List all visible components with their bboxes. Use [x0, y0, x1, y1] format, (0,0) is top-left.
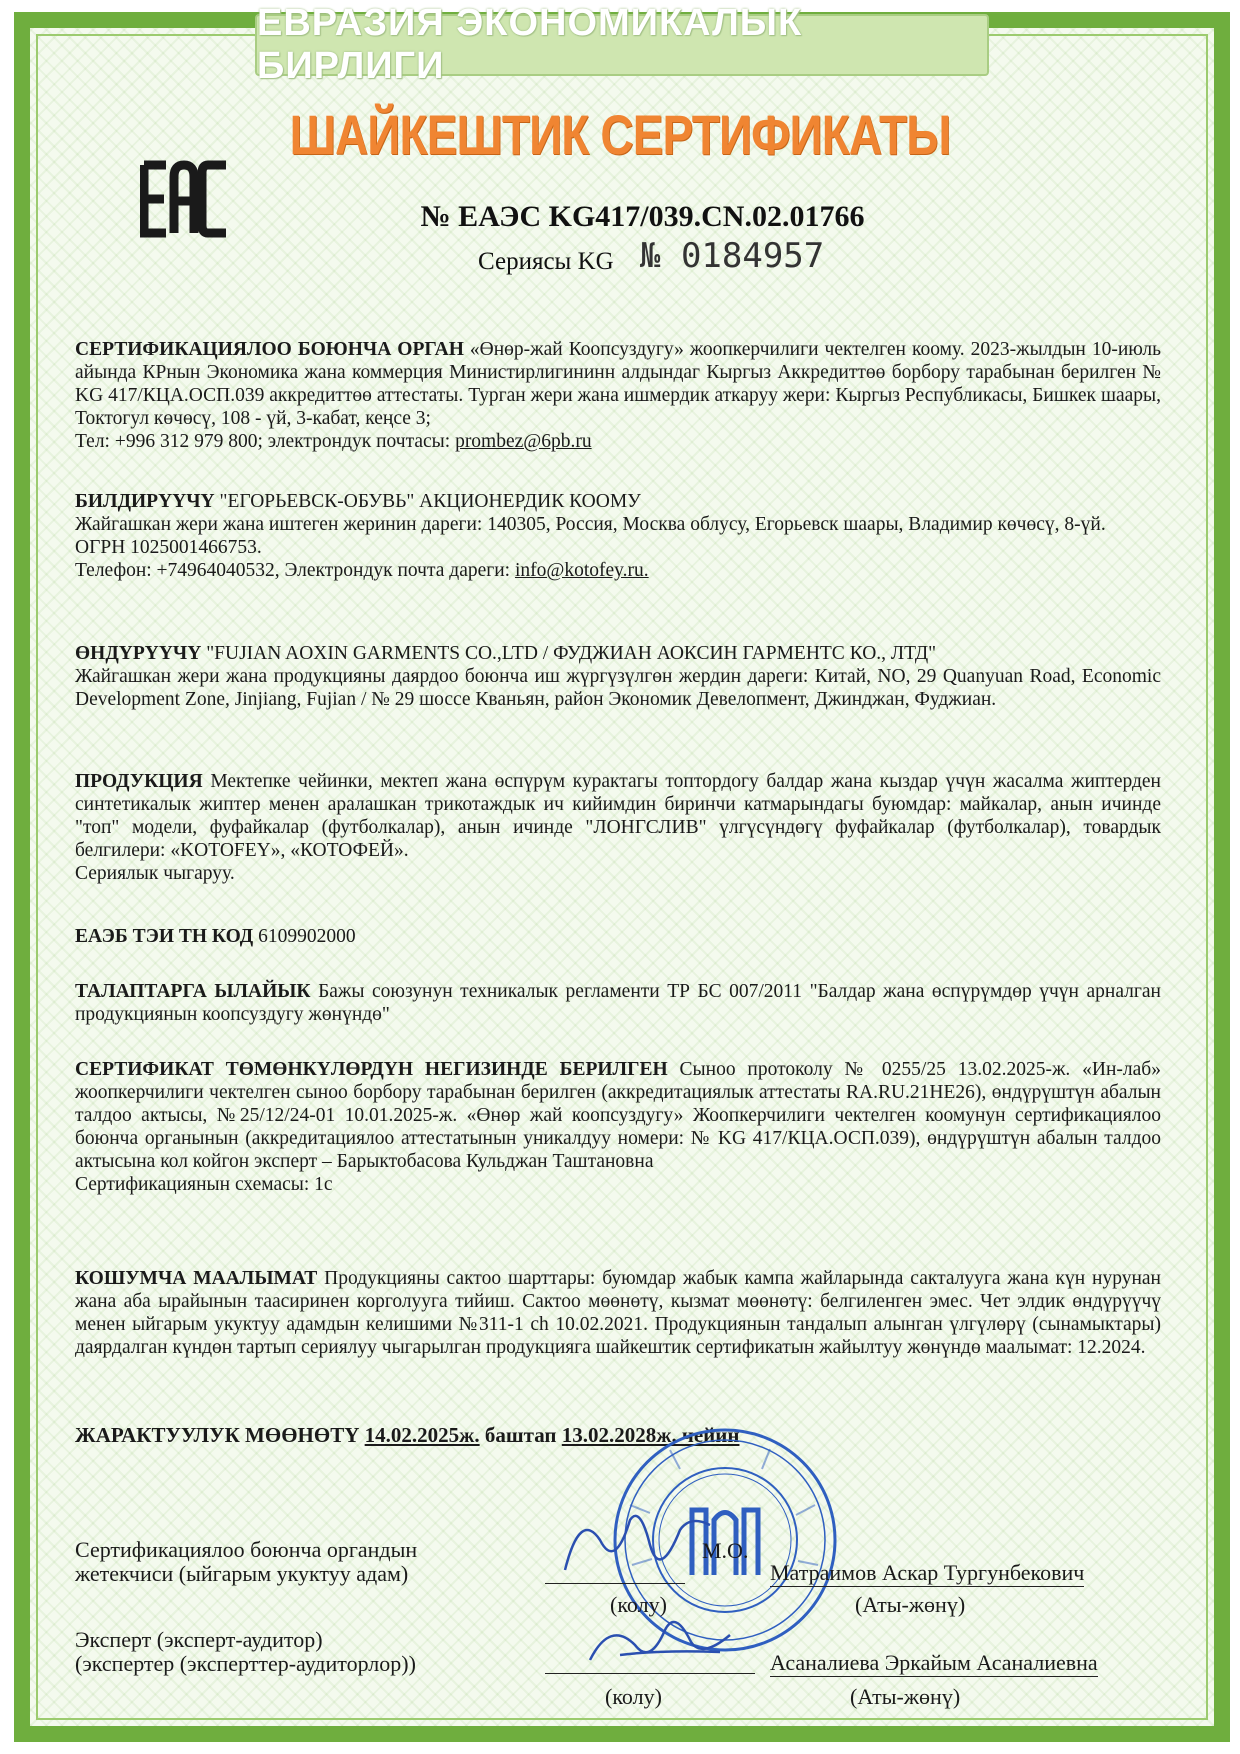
validity-to: 13.02.2028ж. чейин: [561, 1423, 740, 1447]
expert-signature-line: [545, 1673, 755, 1674]
validity-middle: баштап: [484, 1423, 557, 1447]
certificate-number: № ЕАЭС KG417/039.CN.02.01766: [420, 200, 865, 233]
additional-text: Продукцияны сактоо шарттары: буюмдар жабык кампа жайларында сакталууга жана күн нурунан жана аба ырайынын таасиринен корголууга тийиш. Сактоо мөөнөтү, кызмат мөөнөтү: белгиленген эмес. Чет элдик өндүрүүчү менен ыйгарым укуктуу адамдын келишими №311-1 ch 10.02.2021. Продукциянын тандалып алынган үлгүлөрү (сынамыктары) даярдалган күндөн тартып сериялуу чыгарылган продукцияга шайкештик сертификатын жайылтуу жөнүндө маалымат: 12.2024.: [75, 1268, 1161, 1358]
organ-contacts: Тел: +996 312 979 800; электрондук почтасы:: [75, 431, 456, 452]
head-title: [75, 1538, 417, 1586]
manufacturer-name: "FUJIAN AOXIN GARMENTS CO.,LTD / ФУДЖИАН АОКСИН ГАРМЕНТС КО., ЛТД": [201, 643, 937, 664]
validity-label: ЖАРАКТУУЛУК МӨӨНӨТҮ: [75, 1423, 360, 1447]
head-title-line2: жетекчиси (ыйгарым укуктуу адам): [75, 1561, 409, 1586]
expert-name-caption: (Аты-жөнү): [850, 1684, 961, 1709]
basis-label: СЕРТИФИКАТ ТӨМӨНКҮЛӨРДҮН НЕГИЗИНДЕ БЕРИЛГЕН: [75, 1059, 668, 1080]
organ-label: СЕРТИФИКАЦИЯЛОО БОЮНЧА ОРГАН: [75, 339, 464, 360]
product-label: ПРОДУКЦИЯ: [75, 771, 203, 792]
head-signature-line: [545, 1583, 685, 1584]
code-value: 6109902000: [253, 926, 356, 947]
basis-scheme: Сертификациянын схемасы: 1с: [75, 1174, 333, 1195]
head-name-caption: (Аты-жөнү): [855, 1592, 966, 1617]
applicant-ogrn: ОГРН 1025001466753.: [75, 537, 262, 558]
additional-label: КОШУМЧА МААЛЫМАТ: [75, 1268, 318, 1289]
organ-text: «Өнөр-жай Коопсуздугу» жоопкерчилиги чектелген коому. 2023-жылдын 10-июль айында КРнын Экономика жана коммерция Министирлигининн алдындаг Кыргыз Аккредиттөө борбору тарабынан берилген № KG 417/КЦА.ОСП.039 аккредиттөө аттестаты. Турган жери жана ишмердик аткаруу жери: Кыргыз Республикасы, Бишкек шаары, Токтогул көчөсү, 108 - үй, 3-кабат, кеңсе 3;: [75, 339, 1162, 429]
applicant-phone: Телефон: +74964040532, Электрондук почта дареги:: [75, 560, 515, 581]
stamp-label: М.О.: [702, 1538, 749, 1563]
head-signature-icon: [560, 1500, 720, 1590]
expert-title-line2: (экспертер (эксперттер-аудиторлор)): [75, 1651, 416, 1676]
code-section: [75, 925, 1161, 948]
additional-info-section: [75, 1267, 1161, 1359]
expert-name: Асаналиева Эркайым Асаналиевна: [770, 1650, 1098, 1675]
union-banner-text: ЕВРАЗИЯ ЭКОНОМИКАЛЫК БИРЛИГИ: [257, 2, 803, 87]
series-label: Сериясы KG: [478, 248, 614, 275]
series-number: № 0184957: [640, 236, 825, 276]
product-text: Мектепке чейинки, мектеп жана өспүрүм курактагы топтордогу балдар жана кыздар үчүн жасалма жиптерден синтетикалык жиптер менен аралашкан трикотаждык ич кийимдин биринчи катмарындагы буюмдар: майкалар, анын ичинде "топ" модели, фуфайкалар (футболкалар), анын ичинде "ЛОНГСЛИВ" үлгүсүндөгү фуфайкалар (футболкалар), товардык белгилери: «KOTOFEY», «КОТОФЕЙ».: [75, 771, 1161, 861]
applicant-label: БИЛДИРҮҮЧҮ: [75, 491, 215, 512]
compliance-section: [75, 980, 1161, 1026]
expert-title-line1: Эксперт (эксперт-аудитор): [75, 1627, 323, 1652]
head-title-line1: Сертификациялоо боюнча органдын: [75, 1537, 418, 1562]
code-label: ЕАЭБ ТЭИ ТН КОД: [75, 926, 254, 947]
expert-title: [75, 1628, 416, 1676]
manufacturer-address: Жайгашкан жери жана продукцияны даярдоо боюнча иш жүргүзүлгөн жердин дареги: Китай, NO, 29 Quanyuan Road, Economic Development Zone, Jinjiang, Fujian / № 29 шоссе Кваньян, район Экономик Девелопмент, Джинджан, Фуджиан.: [75, 666, 1161, 710]
applicant-section: [75, 490, 1161, 582]
compliance-text: Бажы союзунун техникалык регламенти ТР БС 007/2011 "Балдар жана өспүрүмдөр үчүн арналган продукциянын коопсуздугу жөнүндө": [75, 981, 1161, 1025]
union-banner: [255, 2, 989, 87]
organ-email-link[interactable]: prombez@6pb.ru: [455, 431, 592, 452]
product-serial: Сериялык чыгаруу.: [75, 863, 235, 884]
compliance-label: ТАЛАПТАРГА ЫЛАЙЫК: [75, 981, 311, 1002]
applicant-address: Жайгашкан жери жана иштеген жеринин дареги: 140305, Россия, Москва облусу, Егорьевск шаары, Владимир көчөсү, 8-үй.: [75, 514, 1106, 535]
certificate-title: ШАЙКЕШТИК СЕРТИФИКАТЫ: [289, 103, 951, 166]
applicant-email-link[interactable]: info@kotofey.ru.: [514, 560, 649, 581]
basis-text: Сыноо протоколу № 0255/25 13.02.2025-ж. «Ин-лаб» жоопкерчилиги чектелген сыноо борбору тарабынан берилген (аккредитациялык аттестаты RA.RU.21НЕ26), өндүрүштүн абалын талдоо актысы, №25/12/24-01 10.01.2025-ж. «Өнөр жай коопсуздугу» Жоопкерчилиги чектелген коомунун сертификациялоо боюнча органынын (аккредитациялоо аттестатынын уникалдуу номери: № KG 417/КЦА.ОСП.039), өндүрүштүн абалын талдоо актысына кол койгон эксперт – Барыктобасова Кульджан Таштановна: [75, 1059, 1161, 1172]
validity-from: 14.02.2025ж.: [364, 1423, 480, 1447]
expert-sign-caption: (колу): [605, 1684, 662, 1709]
applicant-name: "ЕГОРЬЕВСК-ОБУВЬ" АКЦИОНЕРДИК КООМУ: [214, 491, 641, 512]
product-section: [75, 770, 1161, 885]
certification-organ-section: [75, 338, 1161, 453]
manufacturer-section: [75, 642, 1161, 711]
manufacturer-label: ӨНДҮРҮҮЧҮ: [75, 643, 202, 664]
head-name: Матраимов Аскар Тургунбекович: [770, 1560, 1085, 1585]
basis-section: [75, 1058, 1161, 1196]
head-sign-caption: (колу): [610, 1592, 667, 1617]
